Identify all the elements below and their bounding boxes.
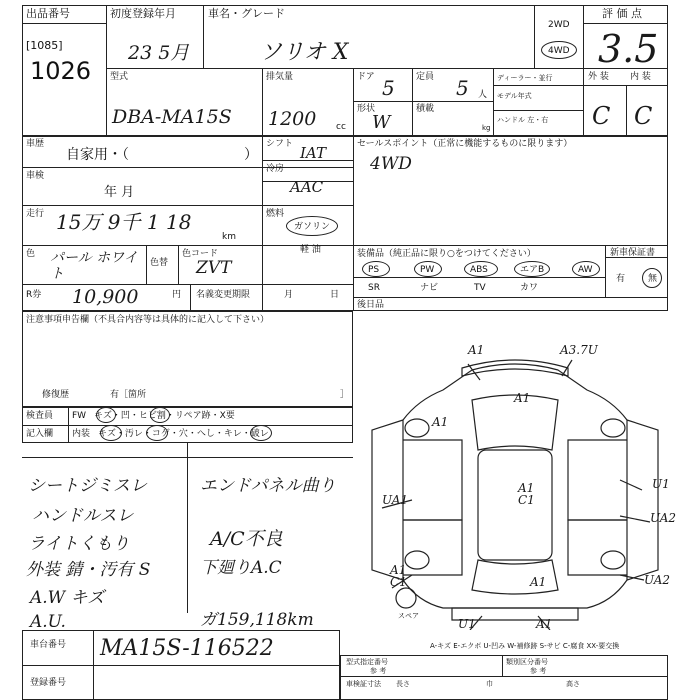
warranty-no-circle bbox=[642, 268, 662, 288]
usage-close: ） bbox=[244, 147, 258, 163]
usage-value: 自家用・（ bbox=[66, 147, 129, 163]
type-value: DBA-MA15S bbox=[112, 106, 232, 128]
category-ref: 参 考 bbox=[530, 667, 547, 675]
equip-ps: PS bbox=[368, 265, 380, 275]
fuel-gasoline-circle bbox=[286, 216, 338, 236]
warranty-no: 無 bbox=[648, 274, 658, 284]
capacity-value: 5 bbox=[456, 76, 469, 100]
cooling-value: AAC bbox=[290, 178, 324, 196]
mileage-value: 15万 9千 1 18 bbox=[56, 210, 192, 234]
equipment-label: 装備品（純正品に限り○をつけてください） bbox=[357, 249, 536, 259]
equip-pw-circle bbox=[414, 261, 442, 277]
note-right-3: 下廻りA.C bbox=[200, 558, 282, 578]
first-reg-value: 23 5月 bbox=[128, 42, 190, 64]
shift-value: IAT bbox=[300, 144, 326, 162]
category-label: 類別区分番号 bbox=[506, 658, 548, 666]
displacement-value: 1200 bbox=[268, 108, 317, 130]
model-value: ソリオ X bbox=[260, 40, 349, 65]
equip-aw: AW bbox=[578, 265, 593, 275]
drive-4wd: 4WD bbox=[548, 46, 570, 56]
mark-right-front: U1 bbox=[652, 477, 670, 491]
width-label: 巾 bbox=[486, 680, 493, 688]
handle-label: ハンドル 左・右 bbox=[497, 116, 549, 124]
reg-no-label: 登録番号 bbox=[30, 678, 67, 688]
shape-value: W bbox=[372, 112, 391, 133]
note-right-1: エンドパネル曲り bbox=[200, 476, 336, 496]
shift-label: シフト bbox=[266, 139, 294, 149]
repair-label: 修復歴 bbox=[42, 390, 70, 400]
damage-legend: A-キズ E-エクボ U-凹み W-補修跡 S-サビ C-腐食 XX-要交換 bbox=[430, 642, 620, 650]
interior-grade: C bbox=[634, 102, 653, 130]
sales-point-value: 4WD bbox=[370, 154, 412, 174]
interior-scratch-circle bbox=[100, 425, 122, 441]
fw-items: キズ・凹・ヒビ割・リペア跡・X要 bbox=[94, 411, 235, 421]
lot-label: 出品番号 bbox=[26, 7, 70, 20]
model-label: 車名・グレード bbox=[208, 7, 285, 20]
note-right-2: A/C不良 bbox=[210, 528, 283, 550]
equip-aw-circle bbox=[572, 261, 600, 277]
length-label: 長さ bbox=[396, 680, 410, 688]
interior-label: 内 装 bbox=[630, 72, 651, 82]
sales-point-label: セールスポイント（正常に機能するものに限ります） bbox=[357, 139, 573, 149]
note-left-4: 外装 錆・汚有 S bbox=[26, 560, 151, 580]
recolor-label: 色替 bbox=[150, 258, 169, 268]
notes-frame bbox=[22, 311, 353, 407]
equip-airbag: エアB bbox=[520, 265, 545, 275]
inspection-value: 年 月 bbox=[104, 185, 135, 200]
entry-label: 記入欄 bbox=[26, 429, 54, 439]
load-label: 積載 bbox=[416, 104, 435, 114]
mark-hood: A1 bbox=[514, 391, 531, 405]
fuel-label: 燃料 bbox=[266, 209, 285, 219]
equip-pw: PW bbox=[420, 265, 435, 275]
mark-left-fender: A1 bbox=[432, 415, 449, 429]
usage-label: 車歴 bbox=[26, 139, 45, 149]
fw-scratch-circle bbox=[96, 407, 116, 423]
equip-sr: SR bbox=[368, 283, 380, 293]
interior-stain-circle bbox=[146, 425, 168, 441]
fw-dent-circle bbox=[150, 407, 170, 423]
doors-label: ドア bbox=[357, 72, 375, 82]
mark-roof: A1 C1 bbox=[518, 481, 535, 507]
lot-code: [1085] bbox=[26, 39, 63, 52]
color-label: 色 bbox=[26, 249, 36, 259]
doors-value: 5 bbox=[382, 76, 395, 100]
first-reg-label: 初度登録年月 bbox=[110, 7, 176, 20]
displacement-unit: cc bbox=[336, 122, 346, 132]
mark-front-bumper: A3.7U bbox=[560, 343, 598, 357]
equip-tv: TV bbox=[474, 283, 486, 293]
fuel-diesel: 軽 油 bbox=[300, 245, 321, 255]
shape-label: 形状 bbox=[357, 104, 376, 114]
mark-front-left: A1 bbox=[468, 343, 485, 357]
note-left-6: A.U. bbox=[30, 612, 66, 632]
dealer-label: ディーラー・並行 bbox=[497, 74, 553, 82]
model-year-label: モデル年式 bbox=[497, 92, 532, 100]
grade-label: 評 価 点 bbox=[602, 7, 642, 20]
note-right-4: ガ159,118km bbox=[200, 610, 314, 630]
note-left-3: ライトくもり bbox=[28, 534, 130, 554]
capacity-label: 定員 bbox=[416, 72, 435, 82]
note-left-2: ハンドルスレ bbox=[32, 506, 134, 526]
equip-airbag-circle bbox=[514, 261, 550, 277]
interior-items: キズ・汚レ・コゲ・穴・へし・キレ・破レ bbox=[98, 429, 269, 439]
inspection-label: 車検 bbox=[26, 171, 45, 181]
repair-close: ］ bbox=[340, 390, 350, 400]
color-code-value: ZVT bbox=[196, 258, 232, 278]
mark-rear: A1 bbox=[530, 575, 547, 589]
mark-right-door: UA2 bbox=[650, 511, 677, 525]
repair-value: 有［箇所 bbox=[110, 390, 147, 400]
note-left-5: A.W キズ bbox=[30, 588, 105, 608]
footer-right-frame bbox=[340, 655, 668, 700]
note-left-1: シートジミスレ bbox=[28, 476, 147, 496]
exterior-label: 外 装 bbox=[588, 72, 609, 82]
exterior-grade: C bbox=[592, 102, 611, 130]
recycle-value: 10,900 bbox=[72, 286, 139, 308]
fuel-gasoline: ガソリン bbox=[294, 222, 331, 232]
mileage-unit: km bbox=[222, 232, 236, 242]
mark-left-door: UA1 bbox=[382, 493, 409, 507]
warranty-label: 新車保証書 bbox=[610, 248, 656, 258]
name-change-label: 名義変更期限 bbox=[196, 290, 251, 300]
plate-label: 車台番号 bbox=[30, 640, 67, 650]
fw-label: FW bbox=[72, 411, 87, 421]
type-label: 型式 bbox=[110, 72, 129, 82]
warranty-yes: 有 bbox=[616, 274, 626, 284]
color-value: パール ホワイト bbox=[50, 250, 138, 282]
equip-abs: ABS bbox=[470, 265, 488, 275]
drive-4wd-circle bbox=[541, 41, 577, 59]
mark-right-rear: UA2 bbox=[644, 573, 671, 587]
name-change-month: 月 bbox=[284, 290, 294, 300]
post-date-label: 後日品 bbox=[357, 300, 385, 310]
type-designation-ref: 参 考 bbox=[370, 667, 387, 675]
dimension-label: 車検証寸法 bbox=[346, 680, 381, 688]
plate-value: MA15S-116522 bbox=[100, 636, 274, 661]
type-designation-label: 型式指定番号 bbox=[346, 658, 388, 666]
recycle-unit: 円 bbox=[172, 290, 182, 300]
declaration-label: 注意事項申告欄（不具合内容等は具体的に記入して下さい） bbox=[26, 315, 270, 325]
grade-value: 3.5 bbox=[598, 27, 659, 71]
capacity-unit: 人 bbox=[478, 90, 488, 100]
mileage-label: 走行 bbox=[26, 209, 45, 219]
drive-2wd: 2WD bbox=[548, 20, 570, 30]
equip-abs-circle bbox=[464, 261, 498, 277]
interior-entry-label: 内装 bbox=[72, 429, 91, 439]
cooling-label: 冷房 bbox=[266, 164, 285, 174]
lot-number: 1026 bbox=[30, 57, 92, 85]
equip-leather: カワ bbox=[520, 283, 539, 293]
equip-navi: ナビ bbox=[420, 283, 439, 293]
mark-rear-bumper-right: A1 bbox=[536, 617, 553, 631]
interior-dent-circle bbox=[250, 425, 272, 441]
displacement-label: 排気量 bbox=[266, 72, 294, 82]
height-label: 高さ bbox=[566, 680, 580, 688]
equip-ps-circle bbox=[362, 261, 390, 277]
color-code-label: 色コード bbox=[182, 249, 219, 259]
recycle-label: R券 bbox=[26, 290, 42, 300]
spare-label: スペア bbox=[398, 612, 419, 620]
mark-rear-bumper-left: U1 bbox=[458, 617, 476, 631]
inspector-label: 検査員 bbox=[26, 411, 54, 421]
name-change-day: 日 bbox=[330, 290, 340, 300]
load-unit: kg bbox=[482, 124, 491, 132]
mark-left-rear: A1 C1 bbox=[390, 563, 407, 589]
